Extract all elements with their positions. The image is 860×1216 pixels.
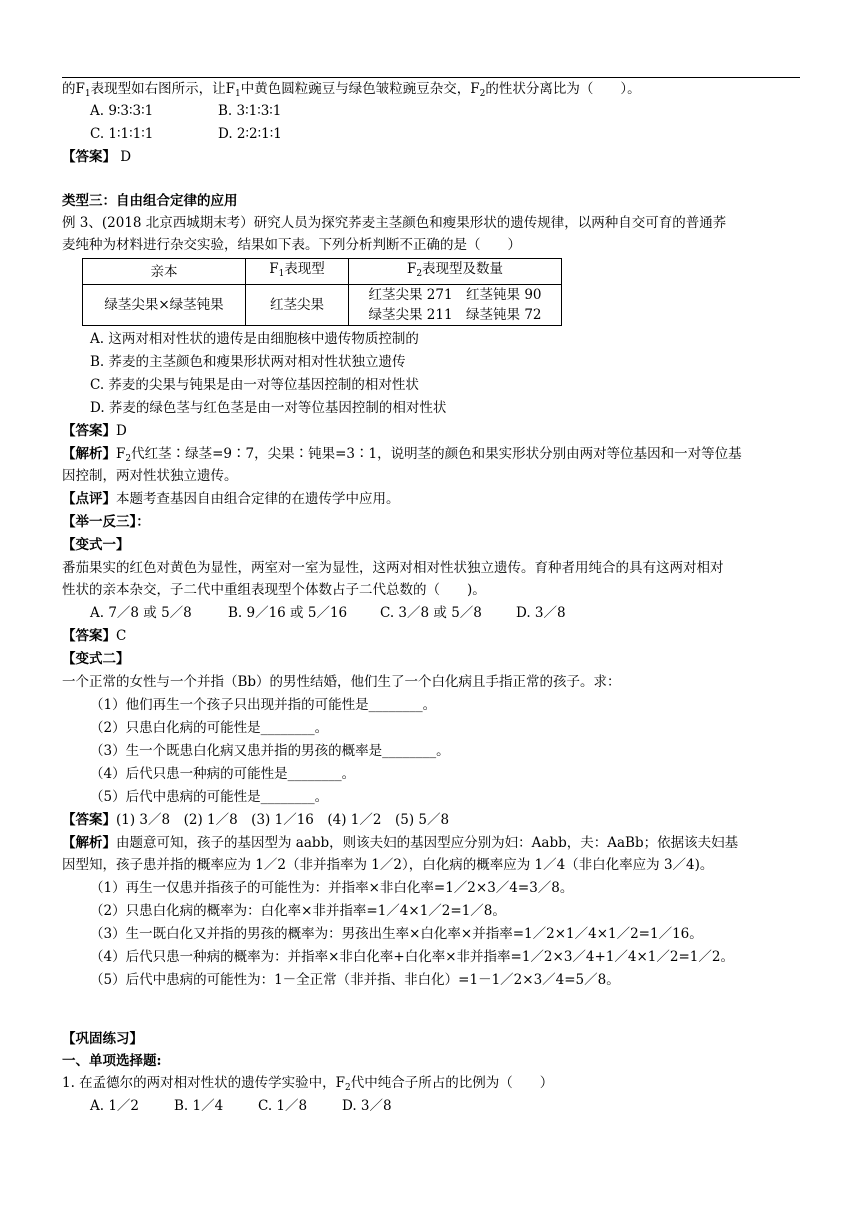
option-a: A. 这两对相对性状的遗传是由细胞核中遗传物质控制的 (90, 331, 419, 347)
practice-heading: 【举一反三】： (62, 514, 150, 530)
cross-result-table (82, 258, 562, 326)
option-b: B. 荞麦的主茎颜色和瘦果形状两对相对性状独立遗传 (90, 354, 406, 370)
option-d: D. 荞麦的绿色茎与红色茎是由一对等位基因控制的相对性状 (90, 400, 447, 416)
section-heading-single-choice: 一、单项选择题: (62, 1053, 162, 1069)
solution-step-5: （5）后代中患病的可能性为：1－全正常（非并指、非白化）=1－1／2×3／4=5／8。 (90, 972, 620, 988)
solution-step-1: （1）再生一仅患并指孩子的可能性为：并指率×非白化率=1／2×3／4=3／8。 (90, 880, 574, 896)
analysis-line-2: 因控制，两对性状独立遗传。 (62, 468, 238, 484)
variant-one-options (90, 603, 566, 623)
option-c: C. 3／8 或 5／8 (380, 605, 482, 621)
table-cell: 绿茎尖果×绿茎钝果 (83, 285, 246, 326)
section-heading-type3: 类型三：自由组合定律的应用 (62, 193, 238, 209)
option-d: D. 3／8 (342, 1098, 392, 1114)
solution-step-3: （3）生一既白化又并指的男孩的概率为：男孩出生率×白化率×并指率=1／2×1／4×1／2=1／16。 (90, 926, 703, 942)
table-header-cell: $F_2$表现型及数量 (349, 259, 562, 285)
option-a: A. 7／8 或 5／8 (90, 605, 192, 621)
analysis-line-2: 因型知，孩子患并指的概率应为 1／2（非并指率为 1／2），白化病的概率应为 1／4（非白化率应为 3／4)。 (62, 857, 714, 873)
table-header-cell: $F_1$表现型 (246, 259, 349, 285)
table-cell: 红茎尖果 (246, 285, 349, 326)
analysis-line-1: 【解析】由题意可知，孩子的基因型为 aabb，则该夫妇的基因型应分别为妇：Aabb，夫：AaBb；依据该夫妇基 (62, 835, 739, 851)
variant-two-label: 【变式二】 (62, 651, 130, 667)
table-cell: 红茎尖果 271 红茎钝果 90 绿茎尖果 211 绿茎钝果 72 (349, 285, 562, 326)
table-header-cell: 亲本 (83, 259, 246, 285)
sub-question-5: （5）后代中患病的可能性是________。 (90, 789, 329, 805)
options-row-2 (90, 124, 282, 144)
example-stem-line-2: 麦纯种为材料进行杂交实验，结果如下表。下列分析判断不正确的是（ ） (62, 237, 521, 253)
table-header-row (83, 259, 562, 285)
option-b: B. 3∶1∶3∶1 (218, 103, 282, 119)
option-d: D. 2∶2∶1∶1 (218, 126, 282, 142)
option-c: C. 荞麦的尖果与钝果是由一对等位基因控制的相对性状 (90, 377, 419, 393)
solution-step-2: （2）只患白化病的概率为：白化率×非并指率=1／4×1／2=1／8。 (90, 903, 506, 919)
sub-question-1: （1）他们再生一个孩子只出现并指的可能性是________。 (90, 697, 437, 713)
table-row (83, 285, 562, 326)
sub-question-4: （4）后代只患一种病的可能性是________。 (90, 766, 356, 782)
option-a: A. 9∶3∶3∶1 (90, 103, 154, 119)
question-stem-tail: 的$F_1$表现型如右图所示，让$F_1$中黄色圆粒豌豆与绿色皱粒豌豆杂交，$F_2$的性状分离比为（ ）。 (62, 81, 641, 99)
variant-two-stem: 一个正常的女性与一个并指（Bb）的男性结婚，他们生了一个白化病且手指正常的孩子。求： (62, 674, 621, 690)
sub-question-3: （3）生一个既患白化病又患并指的男孩的概率是________。 (90, 743, 450, 759)
example-stem-line-1: 例 3、(2018 北京西城期末考）研究人员为探究荞麦主茎颜色和瘦果形状的遗传规律，以两种自交可育的普通荞 (62, 215, 727, 231)
option-a: A. 1／2 (90, 1098, 140, 1114)
answer-line: 【答案】(1) 3／8 (2) 1／8 (3) 1／16 (4) 1／2 (5) 5／8 (62, 812, 450, 828)
answer-line: 【答案】D (62, 423, 127, 439)
answer-line: 【答案】C (62, 628, 127, 644)
option-b: B. 9／16 或 5／16 (228, 605, 348, 621)
option-c: C. 1∶1∶1∶1 (90, 126, 154, 142)
solution-step-4: （4）后代只患一种病的概率为：并指率×非白化率+白化率×非并指率=1／2×3／4+1／4×1／2=1／2。 (90, 949, 734, 965)
header-rule (62, 77, 800, 78)
options-row-1 (90, 101, 281, 121)
comment-line: 【点评】本题考查基因自由组合定律的在遗传学中应用。 (62, 491, 400, 507)
sub-question-2: （2）只患白化病的可能性是________。 (90, 720, 329, 736)
analysis-line-1: 【解析】$F_2$代红茎∶绿茎=9∶7，尖果∶钝果=3∶1，说明茎的颜色和果实形状分别由两对等位基因和一对等位基 (62, 446, 742, 464)
option-d: D. 3／8 (516, 605, 566, 621)
question-1-options (90, 1096, 392, 1116)
answer-line: 【答案】 D (62, 149, 132, 165)
variant-one-stem-1: 番茄果实的红色对黄色为显性，两室对一室为显性，这两对相对性状独立遗传。育种者用纯合的具有这两对相对 (62, 560, 724, 576)
variant-one-stem-2: 性状的亲本杂交，子二代中重组表现型个体数占子二代总数的（ )。 (62, 582, 486, 598)
question-1-stem: 1. 在孟德尔的两对相对性状的遗传学实验中，$F_2$代中纯合子所占的比例为（ ） (62, 1075, 554, 1093)
option-b: B. 1／4 (174, 1098, 224, 1114)
consolidate-heading: 【巩固练习】 (62, 1031, 143, 1047)
variant-one-label: 【变式一】 (62, 537, 130, 553)
option-c: C. 1／8 (258, 1098, 308, 1114)
